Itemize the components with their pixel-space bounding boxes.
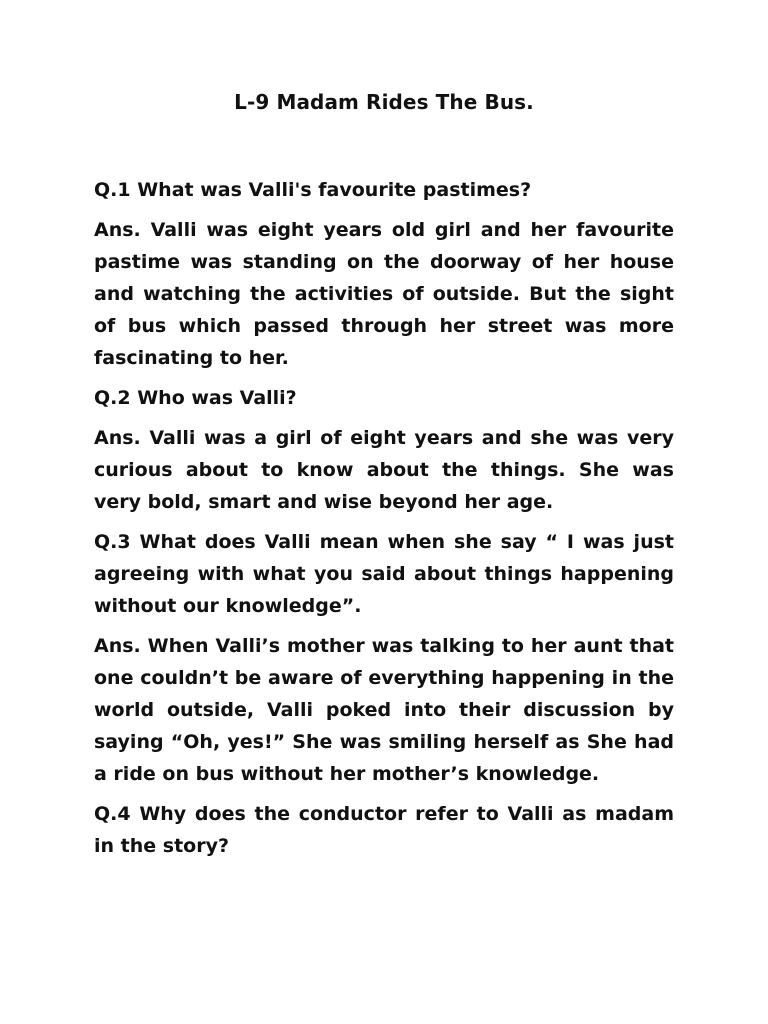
document-title: L-9 Madam Rides The Bus. bbox=[234, 90, 534, 114]
document-body bbox=[94, 174, 674, 870]
answer-1: Ans. Valli was eight years old girl and her favourite pastime was standing on the doorway of her house and watching the activities of outside. But the sight of bus which passed through her street was more fascinating to her. bbox=[94, 219, 674, 369]
question-2: Q.2 Who was Valli? bbox=[94, 387, 297, 409]
question-4: Q.4 Why does the conductor refer to Valli as madam in the story? bbox=[94, 803, 674, 857]
question-3: Q.3 What does Valli mean when she say “ I was just agreeing with what you said about things happening without our knowledge”. bbox=[94, 531, 674, 617]
answer-3: Ans. When Valli’s mother was talking to her aunt that one couldn’t be aware of everything happening in the world outside, Valli poked into their discussion by saying “Oh, yes!” She was smiling herself as She had a ride on bus without her mother’s knowledge. bbox=[94, 635, 674, 785]
answer-2: Ans. Valli was a girl of eight years and she was very curious about to know about the things. She was very bold, smart and wise beyond her age. bbox=[94, 427, 674, 513]
question-1: Q.1 What was Valli's favourite pastimes? bbox=[94, 179, 532, 201]
